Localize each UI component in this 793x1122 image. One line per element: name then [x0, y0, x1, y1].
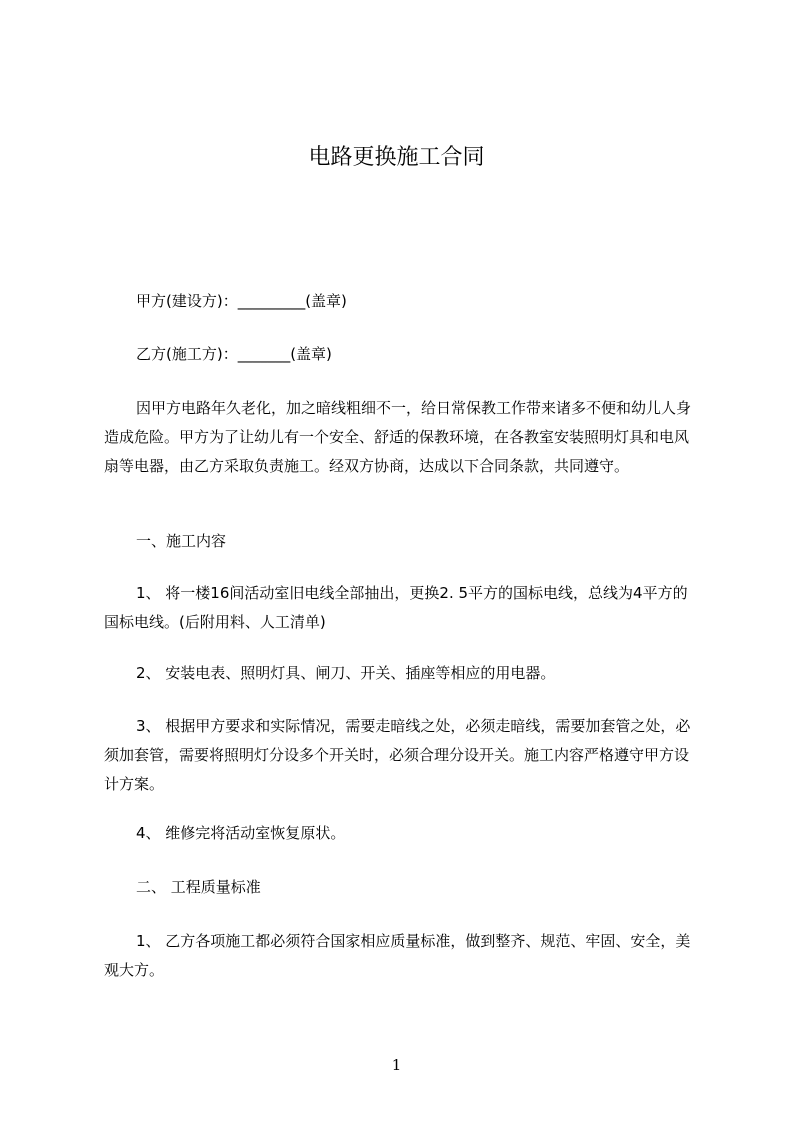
section-1-item-2: 2、 安装电表、照明灯具、闸刀、开关、插座等相应的用电器。: [136, 664, 556, 682]
intro-paragraph: 因甲方电路年久老化，加之暗线粗细不一，给日常保教工作带来诸多不便和幼儿人身造成危险。甲方为了让幼儿有一个安全、舒适的保教环境，在各教室安装照明灯具和电风扇等电器，由乙方采取负责施工。经双方协商，达成以下合同条款，共同遵守。: [104, 399, 692, 475]
section-1-item-1: 1、 将一楼16间活动室旧电线全部抽出，更换2. 5平方的国标电线，总线为4平方的国标电线。(后附用料、人工清单): [104, 584, 688, 631]
document-title: 电路更换施工合同: [308, 145, 485, 170]
party-a-line: 甲方(建设方)：_________(盖章): [136, 292, 347, 310]
page-number: 1: [391, 1056, 402, 1074]
section-1-item-4: 4、 维修完将活动室恢复原状。: [136, 824, 346, 842]
section-1-item-3: 3、 根据甲方要求和实际情况，需要走暗线之处，必须走暗线，需要加套管之处，必须加套管，需要将照明灯分设多个开关时，必须合理分设开关。施工内容严格遵守甲方设计方案。: [104, 717, 691, 793]
section-2-item-1: 1、 乙方各项施工都必须符合国家相应质量标准，做到整齐、规范、牢固、安全，美观大方。: [104, 932, 691, 979]
section-1-heading: 一、施工内容: [136, 532, 227, 550]
section-2-heading: 二、 工程质量标准: [136, 878, 261, 896]
party-b-line: 乙方(施工方)：_______(盖章): [136, 345, 332, 363]
